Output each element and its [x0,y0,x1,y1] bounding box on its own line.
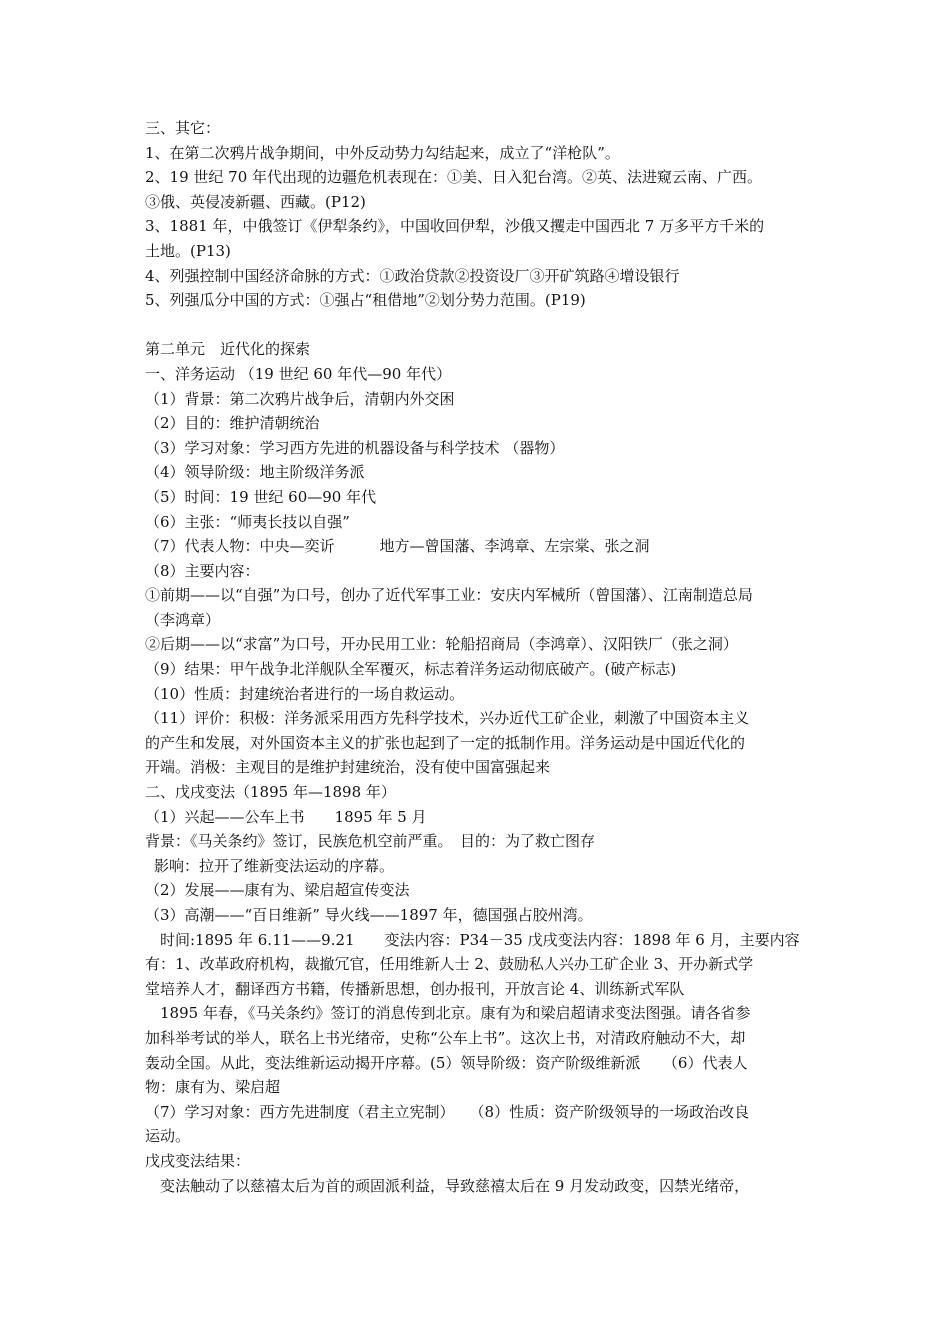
paragraph-line: 1、在第二次鸦片战争期间，中外反动势力勾结起来，成立了“洋枪队”。 [145,143,620,162]
list-item: （6）主张：“师夷长技以自强” [145,512,350,531]
paragraph-line: 变法触动了以慈禧太后为首的顽固派利益，导致慈禧太后在 9 月发动政变，囚禁光绪帝， [160,1176,750,1195]
list-item: （9）结果：甲午战争北洋舰队全军覆灭，标志着洋务运动彻底破产。(破产标志) [145,660,677,679]
document-body [145,116,835,1198]
paragraph-line: 开端。消极：主观目的是维护封建统治，没有使中国富强起来 [145,758,551,777]
list-item: （11）评价：积极：洋务派采用西方先科学技术，兴办近代工矿企业，刺激了中国资本主义 [145,709,750,728]
paragraph-line: 背景：《马关条约》签订，民族危机空前严重。 目的：为了救亡图存 [145,832,596,851]
paragraph-line: 物：康有为、梁启超 [145,1078,281,1097]
paragraph-line: ①前期——以“自强”为口号，创办了近代军事工业：安庆内军械所（曾国藩）、江南制造总局 [145,586,753,605]
paragraph-line: 轰动全国。从此，变法维新运动揭开序幕。(5）领导阶级：资产阶级维新派 （6）代表人 [145,1053,748,1072]
list-item: （7）学习对象：西方先进制度（君主立宪制） （8）性质：资产阶级领导的一场政治改良 [145,1102,750,1121]
list-item: （5）时间：19 世纪 60—90 年代 [145,487,377,506]
paragraph-line: 的产生和发展，对外国资本主义的扩张也起到了一定的抵制作用。洋务运动是中国近代化的 [145,733,746,752]
section-heading: 二、戊戌变法（1895 年—1898 年） [145,783,396,802]
list-item: （10）性质：封建统治者进行的一场自救运动。 [145,684,465,703]
unit-heading: 第二单元 近代化的探索 [145,340,311,359]
paragraph-line: 有：1、改革政府机构，裁撤冗官，任用维新人士 2、鼓励私人兴办工矿企业 3、开办新式学 [145,955,754,974]
list-item: （7）代表人物：中央—奕䜣 地方—曾国藩、李鸿章、左宗棠、张之洞 [145,537,650,556]
paragraph-line: ②后期——以“求富”为口号，开办民用工业：轮船招商局（李鸿章）、汉阳铁厂（张之洞） [145,635,738,654]
paragraph-line: 堂培养人才，翻译西方书籍，传播新思想，创办报刊，开放言论 4、训练新式军队 [145,979,685,998]
list-item: （8）主要内容： [145,561,260,580]
subheading: 戊戌变法结果： [145,1151,251,1170]
list-item: （3）学习对象：学习西方先进的机器设备与科学技术 （器物） [145,438,565,457]
list-item: （2）目的：维护清朝统治 [145,414,320,433]
paragraph-line: 土地。(P13) [145,241,231,260]
list-item: （1）背景：第二次鸦片战争后，清朝内外交困 [145,389,455,408]
section-heading: 一、洋务运动 （19 世纪 60 年代—90 年代） [145,364,452,383]
paragraph-line: （李鸿章） [145,610,221,629]
list-item: （4）领导阶级：地主阶级洋务派 [145,463,365,482]
paragraph-line: 影响：拉开了维新变法运动的序幕。 [154,856,395,875]
paragraph-line: 2、19 世纪 70 年代出现的边疆危机表现在：①美、日入犯台湾。②英、法进窥云南、广西。 [145,168,763,187]
paragraph-line: 加科举考试的举人，联名上书光绪帝，史称“公车上书”。这次上书，对清政府触动不大，却 [145,1028,746,1047]
list-item: （1）兴起——公车上书 1895 年 5 月 [145,807,427,826]
paragraph-line: ③俄、英侵凌新疆、西藏。(P12) [145,192,366,211]
paragraph-line: 5、列强瓜分中国的方式：①强占“租借地”②划分势力范围。(P19) [145,291,586,310]
paragraph-line: 3、1881 年，中俄签订《伊犁条约》，中国收回伊犁，沙俄又攫走中国西北 7 万多平方千米的 [145,217,765,236]
paragraph-line: 运动。 [145,1127,191,1146]
list-item: （3）高潮——“百日维新” 导火线——1897 年，德国强占胶州湾。 [145,906,593,924]
paragraph-line: 4、列强控制中国经济命脉的方式：①政治贷款②投资设厂③开矿筑路④增设银行 [145,266,680,285]
section-heading: 三、其它： [145,119,221,137]
list-item: （2）发展——康有为、梁启超宣传变法 [145,881,410,900]
paragraph-line: 时间:1895 年 6.11——9.21 变法内容：P34－35 戊戌变法内容：1898 年 6 月，主要内容 [160,930,800,949]
paragraph-line: 1895 年春，《马关条约》签订的消息传到北京。康有为和梁启超请求变法图强。请各省参 [160,1004,751,1023]
blank-line [145,313,835,338]
